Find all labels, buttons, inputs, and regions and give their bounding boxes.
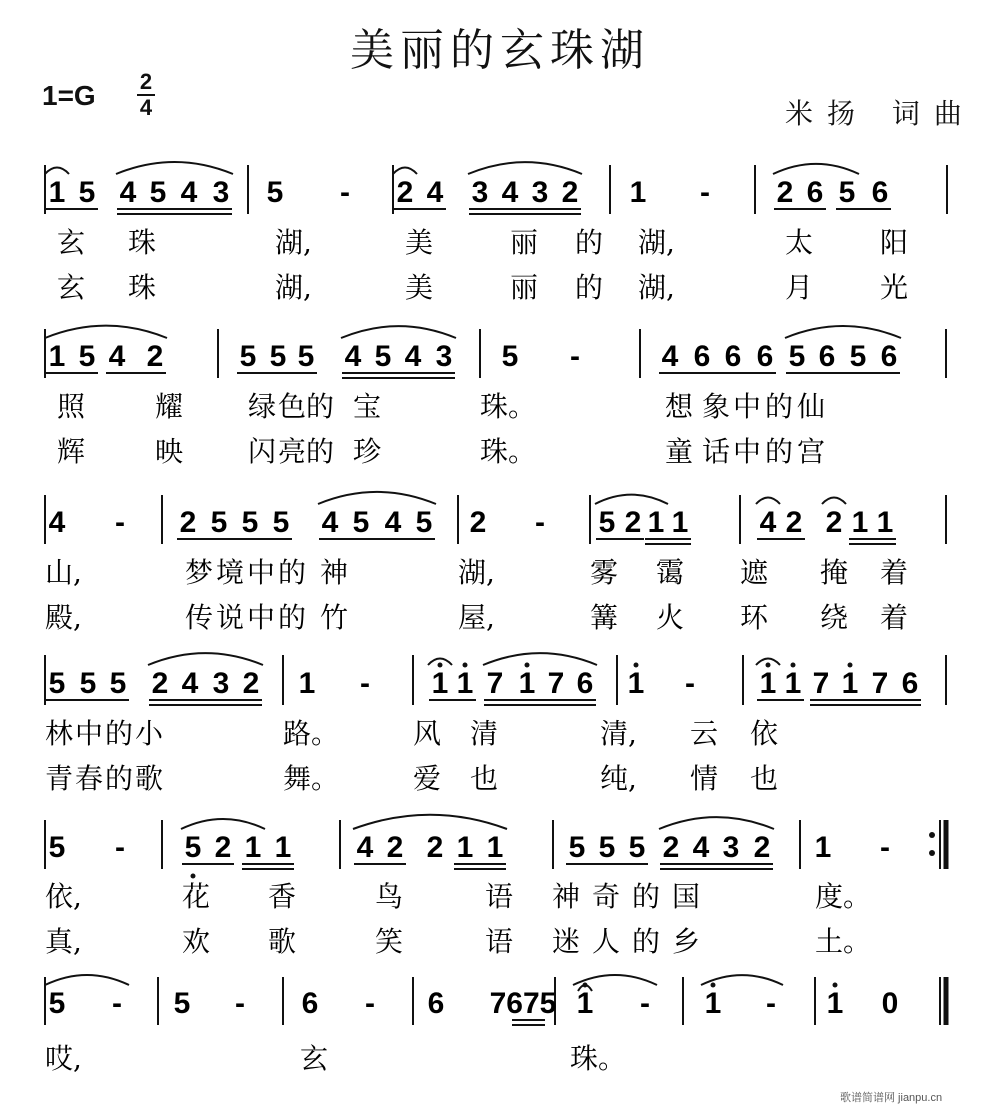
lyric-word: 遮 bbox=[740, 556, 769, 589]
note: 5 bbox=[297, 340, 315, 373]
note: 2 bbox=[561, 176, 579, 209]
dash-note: - bbox=[115, 831, 125, 864]
note: 2 bbox=[214, 831, 232, 864]
lyric-word: 歌 bbox=[268, 925, 297, 958]
dash-note: - bbox=[766, 987, 776, 1020]
lyric-word: 的 bbox=[575, 271, 604, 304]
lyric-word: 山, bbox=[45, 556, 82, 589]
dash-note: - bbox=[115, 506, 125, 539]
note: 3 bbox=[722, 831, 740, 864]
note: 5 bbox=[239, 340, 257, 373]
slur bbox=[318, 492, 436, 504]
note: 7675 bbox=[489, 987, 557, 1020]
note: 4 bbox=[501, 176, 519, 209]
dash-note: - bbox=[112, 987, 122, 1020]
note: 1 bbox=[876, 506, 894, 539]
note: 2 bbox=[662, 831, 680, 864]
lyric-word: 玄 bbox=[300, 1042, 329, 1075]
note: 1 bbox=[518, 667, 536, 700]
dash-note: - bbox=[340, 176, 350, 209]
lyric-word: 舞。 bbox=[283, 762, 340, 795]
note: 6 bbox=[301, 987, 319, 1020]
lyric-word: 乡 bbox=[672, 925, 701, 958]
high-octave-dot bbox=[463, 663, 468, 668]
lyric-word: 湖, bbox=[638, 226, 675, 259]
lyric-word: 宝 bbox=[353, 390, 382, 423]
note: 4 bbox=[384, 506, 402, 539]
slur bbox=[773, 164, 859, 174]
lyric-word: 依, bbox=[45, 880, 82, 913]
lyric-word: 依 bbox=[750, 717, 779, 750]
note: 1 bbox=[298, 667, 316, 700]
high-octave-dot bbox=[525, 663, 530, 668]
slur bbox=[822, 498, 846, 504]
slur bbox=[393, 168, 417, 174]
low-octave-dot bbox=[191, 874, 196, 879]
note: 5 bbox=[173, 987, 191, 1020]
lyric-word: 青 bbox=[45, 762, 74, 795]
repeat-dot bbox=[929, 850, 935, 856]
key-signature: 1=G bbox=[42, 80, 96, 111]
lyric-word: 的 bbox=[105, 717, 134, 750]
lyric-word: 人 bbox=[592, 925, 621, 958]
lyric-word: 火 bbox=[656, 601, 685, 634]
note: 1 bbox=[486, 831, 504, 864]
slur bbox=[148, 653, 263, 665]
lyric-word: 珍 bbox=[353, 435, 382, 468]
lyric-word: 也 bbox=[470, 762, 499, 795]
lyric-word: 语 bbox=[485, 925, 514, 958]
note: 1 bbox=[274, 831, 292, 864]
lyric-word: 湖, bbox=[275, 226, 312, 259]
lyric-word: 梦 bbox=[185, 556, 214, 589]
note: 1 bbox=[48, 340, 66, 373]
note: 2 bbox=[242, 667, 260, 700]
note: 4 bbox=[426, 176, 444, 209]
note: 7 bbox=[486, 667, 504, 700]
note: 5 bbox=[266, 176, 284, 209]
lyric-word: 着 bbox=[880, 556, 909, 589]
note: 1 bbox=[456, 667, 474, 700]
dash-note: - bbox=[235, 987, 245, 1020]
dash-note: - bbox=[685, 667, 695, 700]
lyric-word: 欢 bbox=[182, 925, 211, 958]
slur bbox=[483, 653, 597, 665]
note: 4 bbox=[404, 340, 422, 373]
note: 5 bbox=[48, 831, 66, 864]
system-4 bbox=[45, 653, 946, 795]
lyric-word: 太 bbox=[785, 226, 814, 259]
dash-note: - bbox=[535, 506, 545, 539]
lyric-word: 童 bbox=[665, 435, 694, 468]
dash-note: - bbox=[365, 987, 375, 1020]
time-denominator: 4 bbox=[139, 95, 153, 120]
note: 4 bbox=[48, 506, 66, 539]
lyric-word: 情 bbox=[690, 762, 719, 795]
dash-note: - bbox=[570, 340, 580, 373]
lyric-word: 的 bbox=[765, 435, 794, 468]
note: 1 bbox=[851, 506, 869, 539]
note: 1 bbox=[826, 987, 844, 1020]
lyric-word: 爱 bbox=[413, 762, 442, 795]
note: 5 bbox=[374, 340, 392, 373]
slur bbox=[45, 168, 69, 174]
lyric-word: 的 bbox=[278, 556, 307, 589]
lyric-word: 宫 bbox=[797, 435, 826, 468]
note: 3 bbox=[435, 340, 453, 373]
lyric-word: 光 bbox=[880, 271, 909, 304]
note: 6 bbox=[871, 176, 889, 209]
lyric-word: 月 bbox=[785, 271, 814, 304]
note: 5 bbox=[272, 506, 290, 539]
lyric-word: 笑 bbox=[375, 925, 404, 958]
note: 1 bbox=[841, 667, 859, 700]
lyric-word: 美 bbox=[405, 226, 434, 259]
lyric-word: 中 bbox=[247, 556, 276, 589]
note: 3 bbox=[471, 176, 489, 209]
note: 7 bbox=[547, 667, 565, 700]
note: 5 bbox=[48, 667, 66, 700]
high-octave-dot bbox=[634, 663, 639, 668]
lyric-word: 土。 bbox=[815, 925, 872, 958]
lyric-word: 国 bbox=[672, 880, 701, 913]
slur bbox=[595, 495, 668, 504]
note: 2 bbox=[776, 176, 794, 209]
lyric-word: 奇 bbox=[592, 880, 621, 913]
note: 3 bbox=[212, 176, 230, 209]
note: 1 bbox=[647, 506, 665, 539]
lyric-word: 说 bbox=[216, 601, 245, 634]
note: 1 bbox=[759, 667, 777, 700]
lyric-word: 珠 bbox=[128, 226, 157, 259]
lyric-word: 亮 bbox=[278, 435, 307, 468]
lyric-word: 湖, bbox=[638, 271, 675, 304]
note: 6 bbox=[576, 667, 594, 700]
high-octave-dot bbox=[833, 983, 838, 988]
note: 5 bbox=[849, 340, 867, 373]
time-numerator: 2 bbox=[139, 69, 153, 94]
note: 1 bbox=[814, 831, 832, 864]
note: 6 bbox=[427, 987, 445, 1020]
note: 2 bbox=[753, 831, 771, 864]
lyric-word: 小 bbox=[135, 717, 164, 750]
lyric-word: 耀 bbox=[155, 390, 184, 423]
note: 5 bbox=[598, 506, 616, 539]
lyric-word: 雾 bbox=[590, 556, 619, 589]
lyric-word: 的 bbox=[105, 762, 134, 795]
song-title: 美丽的玄珠湖 bbox=[350, 25, 650, 76]
note: 5 bbox=[109, 667, 127, 700]
lyric-word: 的 bbox=[632, 880, 661, 913]
dash-note: - bbox=[640, 987, 650, 1020]
note: 5 bbox=[628, 831, 646, 864]
slur bbox=[353, 815, 507, 829]
lyric-word: 辉 bbox=[57, 435, 86, 468]
note: 3 bbox=[212, 667, 230, 700]
lyric-word: 色 bbox=[278, 390, 307, 423]
note: 4 bbox=[692, 831, 710, 864]
lyric-word: 林 bbox=[45, 717, 74, 750]
lyric-word: 珠 bbox=[128, 271, 157, 304]
lyric-word: 春 bbox=[75, 762, 104, 795]
lyric-word: 也 bbox=[750, 762, 779, 795]
note: 2 bbox=[785, 506, 803, 539]
note: 4 bbox=[181, 667, 199, 700]
lyric-word: 鸟 bbox=[375, 880, 404, 913]
repeat-dot bbox=[929, 832, 935, 838]
lyric-word: 珠。 bbox=[480, 390, 537, 423]
note: 4 bbox=[356, 831, 374, 864]
note: 7 bbox=[871, 667, 889, 700]
lyric-word: 闪 bbox=[248, 435, 277, 468]
lyric-word: 路。 bbox=[283, 717, 340, 750]
lyric-word: 着 bbox=[880, 601, 909, 634]
lyric-word: 清 bbox=[470, 717, 499, 750]
note: 5 bbox=[210, 506, 228, 539]
note: 6 bbox=[724, 340, 742, 373]
lyric-word: 话 bbox=[702, 435, 731, 468]
lyric-word: 丽 bbox=[510, 271, 539, 304]
note: 1 bbox=[576, 987, 594, 1020]
note: 2 bbox=[151, 667, 169, 700]
lyric-word: 中 bbox=[733, 390, 762, 423]
lyric-word: 花 bbox=[182, 880, 211, 913]
lyric-word: 掩 bbox=[820, 556, 849, 589]
note: 5 bbox=[352, 506, 370, 539]
lyric-word: 的 bbox=[632, 925, 661, 958]
note: 5 bbox=[838, 176, 856, 209]
lyric-word: 清, bbox=[600, 717, 637, 750]
note: 5 bbox=[788, 340, 806, 373]
system-5 bbox=[45, 815, 946, 958]
lyric-word: 映 bbox=[155, 435, 184, 468]
lyric-word: 真, bbox=[45, 925, 82, 958]
watermark: 歌谱简谱网 jianpu.cn bbox=[840, 1092, 943, 1104]
lyric-word: 境 bbox=[216, 556, 245, 589]
lyric-word: 篝 bbox=[590, 601, 619, 634]
system-1 bbox=[45, 162, 947, 304]
note: 2 bbox=[624, 506, 642, 539]
lyric-word: 玄 bbox=[57, 271, 86, 304]
lyric-word: 的 bbox=[278, 601, 307, 634]
note: 6 bbox=[693, 340, 711, 373]
note: 4 bbox=[180, 176, 198, 209]
lyric-word: 美 bbox=[405, 271, 434, 304]
high-octave-dot bbox=[848, 663, 853, 668]
slur bbox=[659, 817, 774, 829]
note: 4 bbox=[344, 340, 362, 373]
slur bbox=[45, 975, 129, 985]
note: 1 bbox=[48, 176, 66, 209]
note: 4 bbox=[321, 506, 339, 539]
lyric-word: 风 bbox=[413, 717, 442, 750]
lyric-word: 哎, bbox=[45, 1042, 82, 1075]
lyric-word: 迷 bbox=[552, 925, 581, 958]
lyric-word: 照 bbox=[57, 390, 86, 423]
lyric-word: 殿, bbox=[45, 601, 82, 634]
note: 5 bbox=[241, 506, 259, 539]
lyric-word: 纯, bbox=[600, 762, 637, 795]
lyric-word: 语 bbox=[485, 880, 514, 913]
note: 3 bbox=[531, 176, 549, 209]
note: 2 bbox=[825, 506, 843, 539]
lyric-word: 绕 bbox=[820, 601, 849, 634]
slur bbox=[468, 162, 582, 174]
slur bbox=[45, 326, 167, 338]
note: 6 bbox=[756, 340, 774, 373]
note: 5 bbox=[48, 987, 66, 1020]
lyric-word: 传 bbox=[185, 601, 214, 634]
high-octave-dot bbox=[791, 663, 796, 668]
lyric-word: 想 bbox=[665, 390, 694, 423]
note: 5 bbox=[501, 340, 519, 373]
lyric-word: 度。 bbox=[815, 880, 872, 913]
note: 1 bbox=[704, 987, 722, 1020]
lyric-word: 神 bbox=[552, 880, 581, 913]
note: 1 bbox=[784, 667, 802, 700]
lyric-word: 竹 bbox=[320, 601, 349, 634]
note: 5 bbox=[568, 831, 586, 864]
note: 5 bbox=[79, 667, 97, 700]
note: 1 bbox=[456, 831, 474, 864]
note: 1 bbox=[629, 176, 647, 209]
note: 1 bbox=[671, 506, 689, 539]
lyric-word: 玄 bbox=[57, 226, 86, 259]
slur bbox=[181, 819, 265, 829]
lyric-word: 的 bbox=[575, 226, 604, 259]
note: 1 bbox=[431, 667, 449, 700]
lyric-word: 绿 bbox=[248, 390, 277, 423]
note: 1 bbox=[244, 831, 262, 864]
lyric-word: 中 bbox=[247, 601, 276, 634]
lyric-word: 仙 bbox=[797, 390, 826, 423]
note: 6 bbox=[901, 667, 919, 700]
note: 4 bbox=[661, 340, 679, 373]
lyric-word: 神 bbox=[320, 556, 349, 589]
note: 0 bbox=[881, 987, 899, 1020]
note: 6 bbox=[880, 340, 898, 373]
note: 5 bbox=[78, 176, 96, 209]
note: 2 bbox=[146, 340, 164, 373]
note: 4 bbox=[108, 340, 126, 373]
system-3 bbox=[45, 492, 946, 634]
high-octave-dot bbox=[438, 663, 443, 668]
note: 5 bbox=[78, 340, 96, 373]
lyric-word: 环 bbox=[740, 601, 769, 634]
lyric-word: 的 bbox=[765, 390, 794, 423]
lyric-word: 屋, bbox=[458, 601, 495, 634]
system-2 bbox=[45, 326, 946, 468]
note: 5 bbox=[184, 831, 202, 864]
lyric-word: 霭 bbox=[656, 556, 685, 589]
note: 2 bbox=[469, 506, 487, 539]
note: 6 bbox=[818, 340, 836, 373]
slur bbox=[341, 326, 456, 338]
lyric-word: 象 bbox=[702, 390, 731, 423]
lyric-word: 中 bbox=[75, 717, 104, 750]
note: 5 bbox=[149, 176, 167, 209]
lyric-word: 珠。 bbox=[570, 1042, 627, 1075]
lyric-word: 中 bbox=[733, 435, 762, 468]
slur bbox=[756, 498, 780, 504]
lyric-word: 湖, bbox=[458, 556, 495, 589]
note: 6 bbox=[806, 176, 824, 209]
high-octave-dot bbox=[766, 663, 771, 668]
note: 4 bbox=[119, 176, 137, 209]
lyric-word: 香 bbox=[268, 880, 297, 913]
note: 7 bbox=[812, 667, 830, 700]
lyric-word: 歌 bbox=[135, 762, 164, 795]
dash-note: - bbox=[360, 667, 370, 700]
note: 2 bbox=[426, 831, 444, 864]
slur bbox=[785, 326, 901, 338]
dash-note: - bbox=[700, 176, 710, 209]
note: 2 bbox=[396, 176, 414, 209]
note: 2 bbox=[179, 506, 197, 539]
note: 2 bbox=[386, 831, 404, 864]
lyric-word: 珠。 bbox=[480, 435, 537, 468]
note: 5 bbox=[598, 831, 616, 864]
dash-note: - bbox=[880, 831, 890, 864]
high-octave-dot bbox=[711, 983, 716, 988]
note: 1 bbox=[627, 667, 645, 700]
note: 4 bbox=[759, 506, 777, 539]
note: 5 bbox=[269, 340, 287, 373]
note: 5 bbox=[415, 506, 433, 539]
lyric-word: 阳 bbox=[880, 226, 909, 259]
slur bbox=[116, 162, 233, 174]
lyric-word: 的 bbox=[306, 435, 335, 468]
author-credit: 米扬 词曲 bbox=[785, 97, 976, 130]
lyric-word: 云 bbox=[690, 717, 719, 750]
lyric-word: 湖, bbox=[275, 271, 312, 304]
lyric-word: 丽 bbox=[510, 226, 539, 259]
lyric-word: 的 bbox=[306, 390, 335, 423]
system-6 bbox=[45, 975, 946, 1075]
